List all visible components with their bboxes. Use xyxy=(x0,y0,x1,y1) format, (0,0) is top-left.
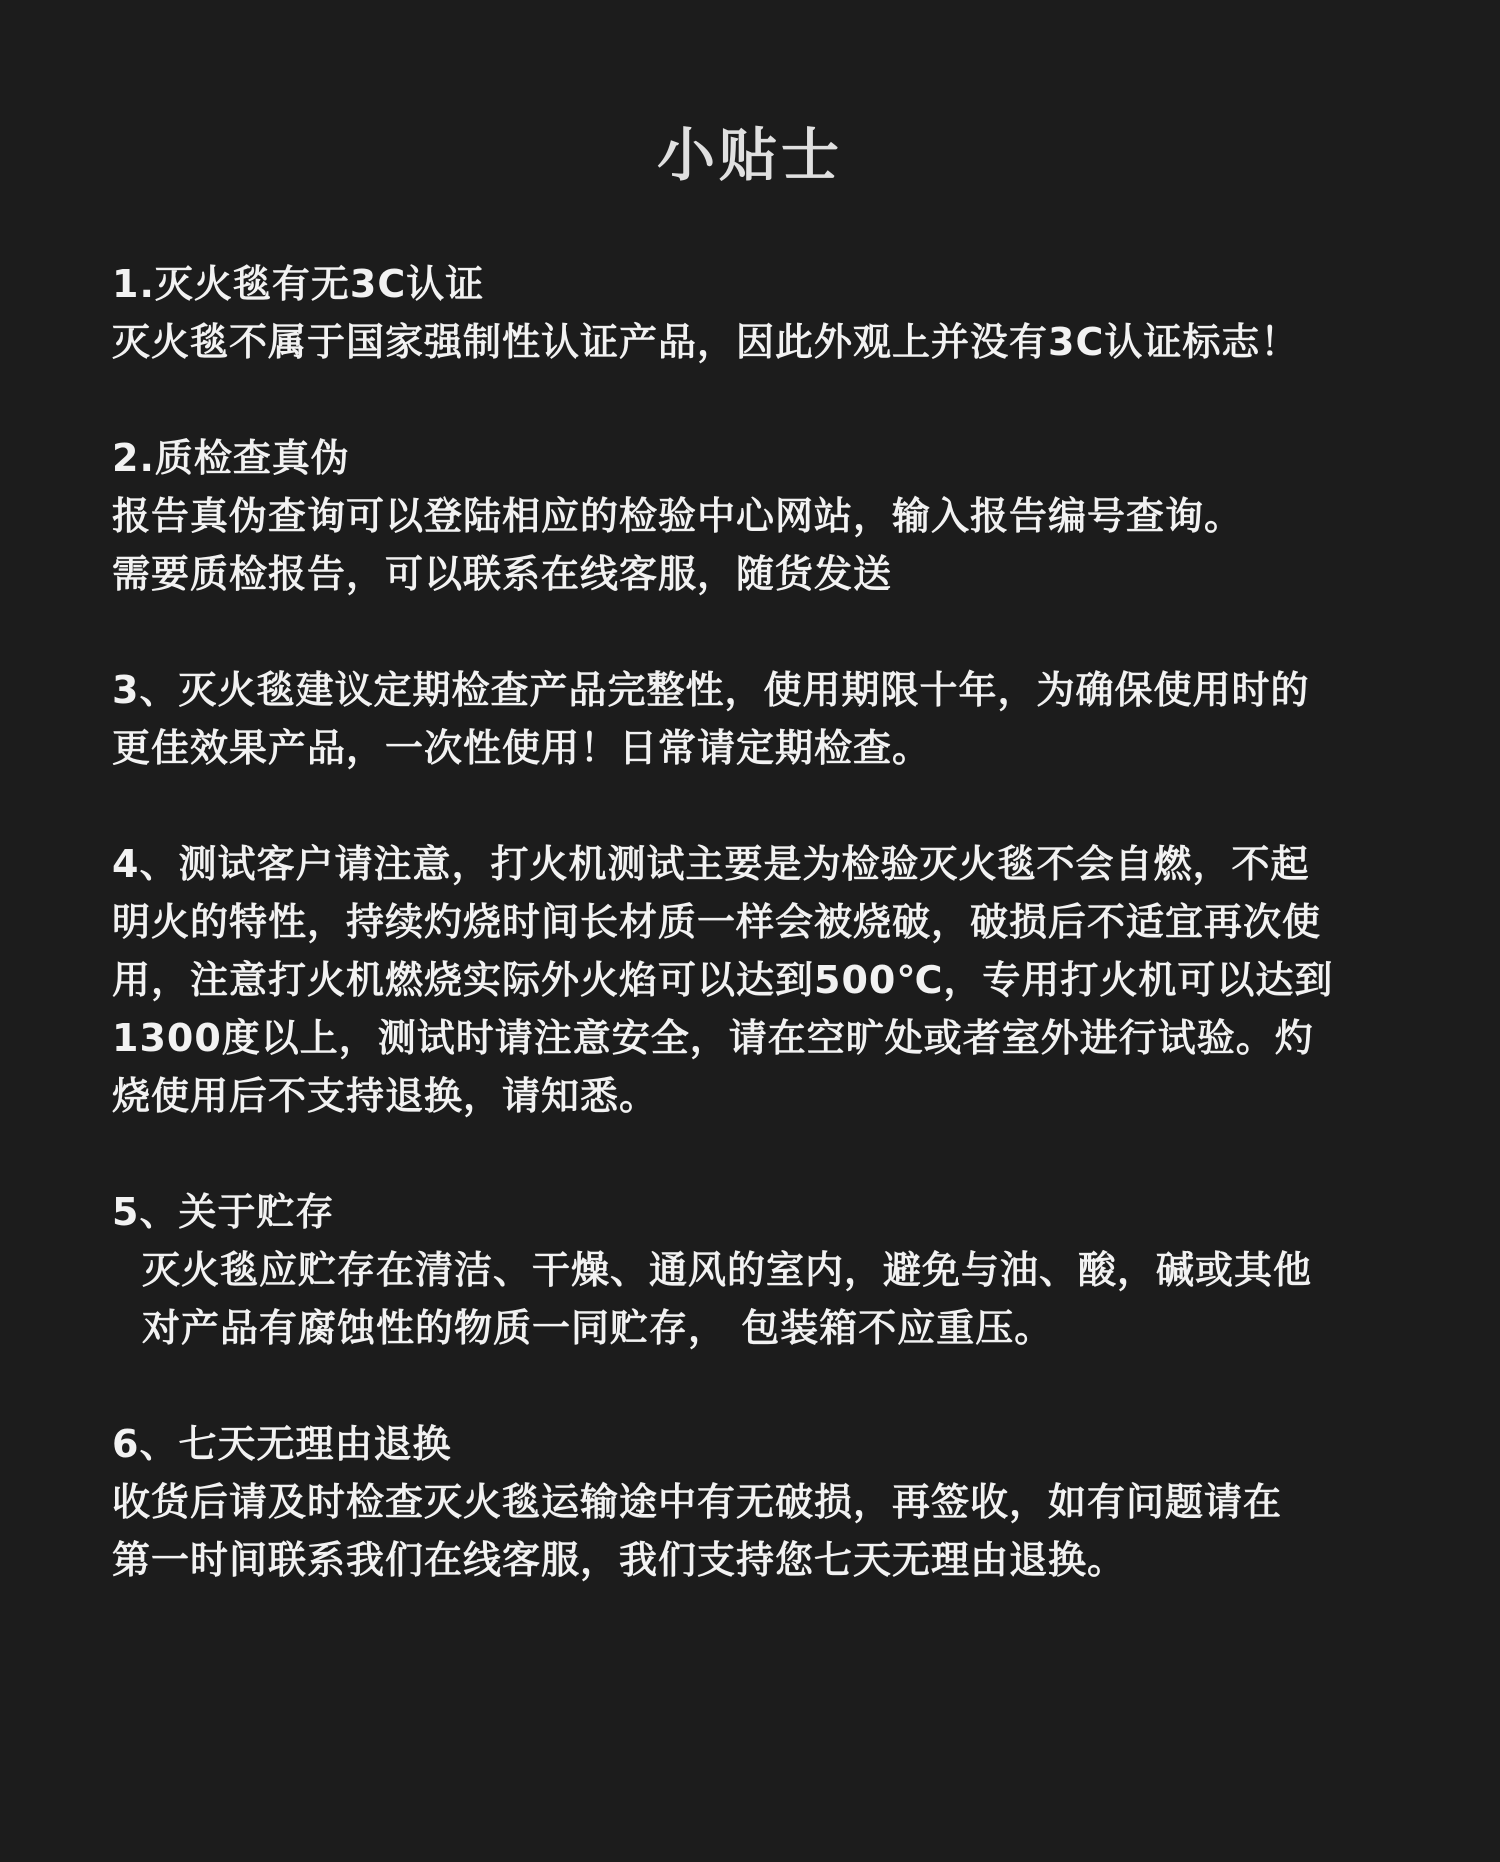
section-seven-day-return xyxy=(112,1415,1422,1589)
body-line: 灭火毯不属于国家强制性认证产品，因此外观上并没有3C认证标志！ xyxy=(112,320,1300,364)
body-line: 1300度以上，测试时请注意安全，请在空旷处或者室外进行试验。灼 xyxy=(112,1016,1314,1060)
body-line: 3、灭火毯建议定期检查产品完整性，使用期限十年，为确保使用时的 xyxy=(112,668,1310,712)
body-line: 用，注意打火机燃烧实际外火焰可以达到500℃，专用打火机可以达到 xyxy=(112,958,1334,1002)
body-line: 需要质检报告，可以联系在线客服，随货发送 xyxy=(112,552,893,596)
body-line: 报告真伪查询可以登陆相应的检验中心网站，输入报告编号查询。 xyxy=(112,494,1244,538)
section-quality-check xyxy=(112,429,1422,603)
body-line: 明火的特性，持续灼烧时间长材质一样会被烧破，破损后不适宜再次使 xyxy=(112,900,1322,944)
body-line: 收货后请及时检查灭火毯运输途中有无破损，再签收，如有问题请在 xyxy=(112,1480,1283,1524)
section-body xyxy=(112,487,1422,603)
section-heading: 1.灭火毯有无3C认证 xyxy=(112,262,485,306)
body-line: 更佳效果产品，一次性使用！日常请定期检查。 xyxy=(112,726,932,770)
body-line: 对产品有腐蚀性的物质一同贮存， 包装箱不应重压。 xyxy=(142,1306,1054,1350)
section-lighter-test xyxy=(112,835,1422,1125)
section-body xyxy=(112,835,1422,1125)
section-storage xyxy=(112,1183,1422,1357)
section-heading: 2.质检查真伪 xyxy=(112,436,350,480)
body-line: 烧使用后不支持退换，请知悉。 xyxy=(112,1074,659,1118)
section-periodic-inspection xyxy=(112,661,1422,777)
section-body xyxy=(112,313,1422,371)
section-3c-certification xyxy=(112,255,1422,371)
body-line: 4、测试客户请注意，打火机测试主要是为检验灭火毯不会自燃，不起 xyxy=(112,842,1310,886)
body-line: 第一时间联系我们在线客服，我们支持您七天无理由退换。 xyxy=(112,1538,1127,1582)
page-title: 小贴士 xyxy=(656,121,843,189)
section-heading: 6、七天无理由退换 xyxy=(112,1422,452,1466)
section-body xyxy=(112,661,1422,777)
section-body xyxy=(112,1241,1422,1357)
body-line: 灭火毯应贮存在清洁、干燥、通风的室内，避免与油、酸，碱或其他 xyxy=(142,1248,1313,1292)
section-body xyxy=(112,1473,1422,1589)
section-heading: 5、关于贮存 xyxy=(112,1190,335,1234)
